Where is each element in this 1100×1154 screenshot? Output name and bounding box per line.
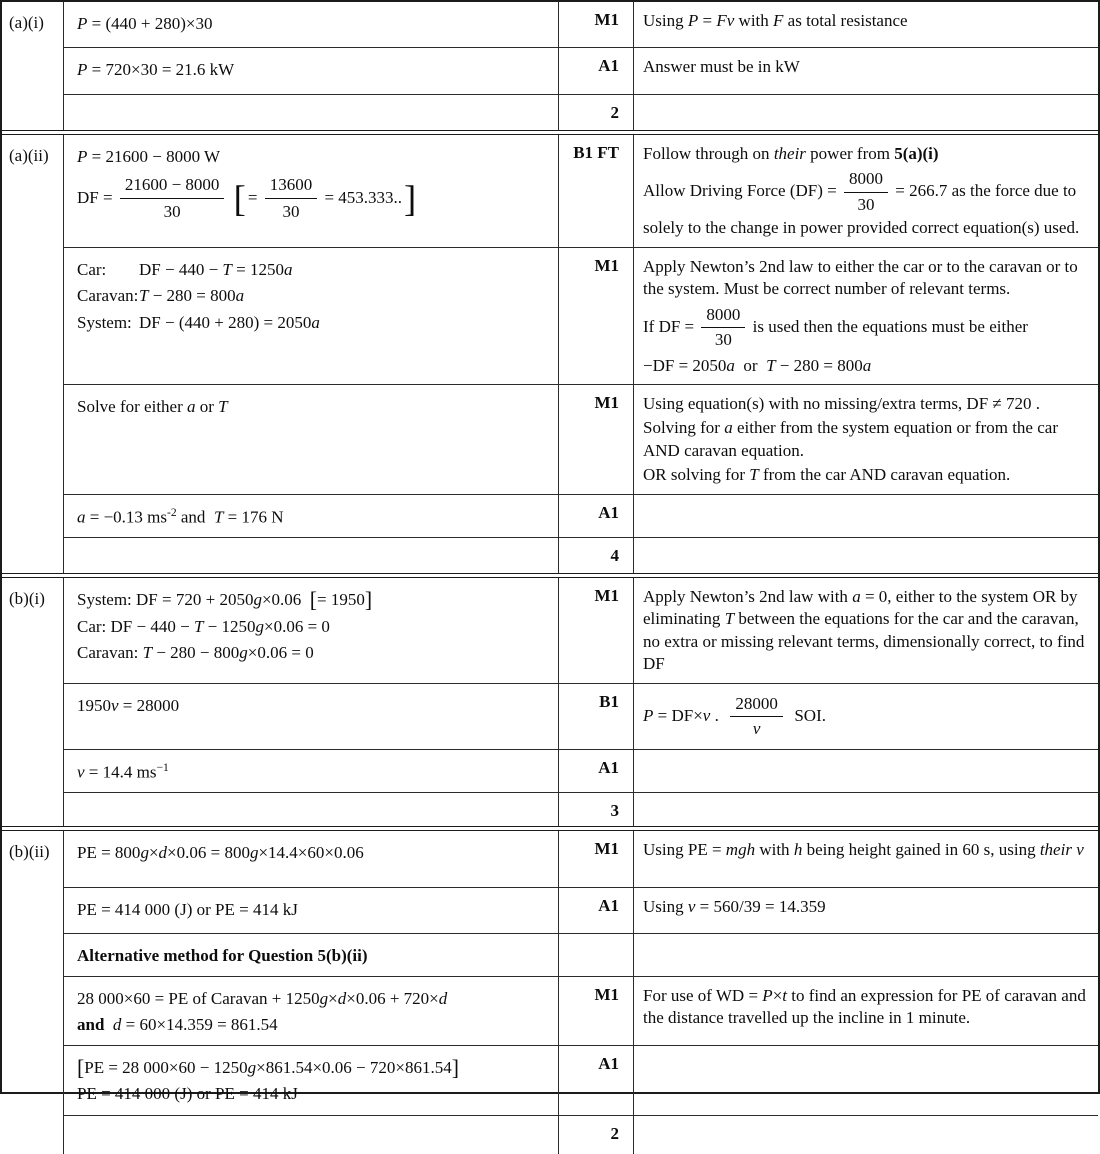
- table-row: [64, 684, 1098, 750]
- mark-cell: 2: [558, 1116, 634, 1154]
- table-row: [64, 934, 1098, 977]
- mark-cell: M1: [558, 578, 634, 683]
- working-line: Alternative method for Question 5(b)(ii): [77, 945, 368, 965]
- table-row: [64, 977, 1098, 1046]
- mark-scheme-section: [2, 578, 1098, 826]
- working-line: System: DF = 720 + 2050g×0.06 [= 1950]: [77, 587, 373, 612]
- table-row: [64, 135, 1098, 248]
- table-row: [64, 1046, 1098, 1116]
- table-row: [64, 248, 1098, 385]
- table-row: [64, 1116, 1098, 1154]
- working-cell: [64, 95, 558, 130]
- working-line: a = −0.13 $ms^{-2}$ and T = 176 N: [77, 505, 284, 527]
- comment-line: Using P = Fv with F as total resistance: [643, 11, 908, 30]
- mark-scheme-section: [2, 2, 1098, 130]
- working-line: v = 14.4 $ms^{-1}$: [77, 760, 169, 782]
- working-cell: [64, 888, 558, 933]
- working-cell: [64, 750, 558, 792]
- comment-cell: [634, 1046, 1098, 1115]
- working-line: P = 21600 − 8000 W: [77, 147, 221, 166]
- working-line: Caravan: T − 280 − 800g×0.06 = 0: [77, 643, 314, 663]
- table-row: [64, 385, 1098, 495]
- mark-cell: M1: [558, 831, 634, 887]
- table-row: [64, 831, 1098, 888]
- comment-line: If DF = $\frac{8000}{30}$ is used then the equations must be either: [643, 304, 1028, 350]
- working-cell: [64, 1046, 558, 1115]
- comment-cell: [634, 495, 1098, 537]
- table-row: [64, 95, 1098, 130]
- mark-cell: A1: [558, 1046, 634, 1115]
- working-line: Caravan:T − 280 = 800a: [77, 286, 245, 306]
- mark-cell: M1: [558, 248, 634, 384]
- mark-cell: B1 FT: [558, 135, 634, 247]
- comment-line: OR solving for T from the car AND caravan equation.: [643, 465, 1011, 485]
- section-rows: [64, 831, 1098, 1154]
- working-line: Car: DF − 440 − T − 1250g×0.06 = 0: [77, 616, 330, 636]
- comment-line: For use of WD = P×t to find an expression for PE of caravan and the distance travelled up the incline in 1 minute.: [643, 985, 1086, 1027]
- comment-line: P = DF×v . $\frac{28000}{v}$ SOI.: [643, 693, 826, 739]
- table-row: [64, 888, 1098, 934]
- comment-cell: [634, 977, 1098, 1045]
- working-line: DF = $\frac{21600 - 8000}{30}$ [ = $\frac{13600}{30}$ = 453.333..]: [77, 174, 417, 222]
- mark-cell: A1: [558, 48, 634, 94]
- working-line: PE = 414 000 (J) or PE = 414 kJ: [77, 899, 298, 919]
- question-part-label: (b)(i): [9, 588, 45, 608]
- mark-cell: A1: [558, 750, 634, 792]
- comment-cell: [634, 2, 1098, 47]
- working-cell: [64, 934, 558, 976]
- section-rows: [64, 2, 1098, 130]
- working-line: PE = 414 000 (J) or PE = 414 kJ: [77, 1084, 298, 1104]
- comment-line: −DF = 2050a or T − 280 = 800a: [643, 355, 872, 375]
- mark-cell: B1: [558, 684, 634, 749]
- mark-scheme-section: [2, 135, 1098, 573]
- working-cell: [64, 495, 558, 537]
- table-row: [64, 578, 1098, 684]
- mark-cell: 3: [558, 793, 634, 826]
- question-part-cell: [2, 831, 64, 1154]
- working-line: 1950v = 28000: [77, 695, 180, 715]
- comment-cell: [634, 135, 1098, 247]
- mark-cell: 2: [558, 95, 634, 130]
- mark-cell: [558, 934, 634, 976]
- question-part-label: (a)(ii): [9, 146, 49, 165]
- mark-cell: M1: [558, 385, 634, 494]
- table-row: [64, 495, 1098, 538]
- question-part-cell: [2, 135, 64, 573]
- comment-cell: [634, 578, 1098, 683]
- working-line: P = (440 + 280)×30: [77, 14, 213, 33]
- table-row: [64, 750, 1098, 793]
- table-row: [64, 48, 1098, 95]
- comment-cell: [634, 831, 1098, 887]
- question-part-label: (a)(i): [9, 13, 44, 32]
- working-cell: [64, 831, 558, 887]
- working-cell: [64, 48, 558, 94]
- comment-cell: [634, 888, 1098, 933]
- table-row: [64, 538, 1098, 573]
- working-cell: [64, 684, 558, 749]
- mark-cell: M1: [558, 2, 634, 47]
- comment-cell: [634, 48, 1098, 94]
- working-cell: [64, 977, 558, 1045]
- comment-line: Apply Newton’s 2nd law to either the car or to the caravan or to the system. Must be correct number of relevant terms.: [643, 256, 1078, 299]
- working-line: 28 000×60 = PE of Caravan + 1250g×d×0.06 + 720×d: [77, 988, 448, 1008]
- mark-cell: M1: [558, 977, 634, 1045]
- working-line: and d = 60×14.359 = 861.54: [77, 1015, 278, 1035]
- working-cell: [64, 538, 558, 573]
- section-rows: [64, 135, 1098, 573]
- working-line: [PE = 28 000×60 − 1250g×861.54×0.06 − 720×861.54]: [77, 1055, 459, 1080]
- table-row: [64, 2, 1098, 48]
- comment-line: Using v = 560/39 = 14.359: [643, 896, 826, 916]
- comment-cell: [634, 248, 1098, 384]
- comment-line: Solving for a either from the system equation or from the car AND caravan equation.: [643, 418, 1058, 460]
- working-cell: [64, 793, 558, 826]
- comment-cell: [634, 385, 1098, 494]
- table-row: [64, 793, 1098, 826]
- working-cell: [64, 1116, 558, 1154]
- working-cell: [64, 248, 558, 384]
- comment-cell: [634, 538, 1098, 573]
- comment-line: Answer must be in kW: [643, 57, 800, 76]
- comment-cell: [634, 684, 1098, 749]
- mark-cell: A1: [558, 888, 634, 933]
- question-part-cell: [2, 578, 64, 826]
- comment-cell: [634, 95, 1098, 130]
- comment-cell: [634, 1116, 1098, 1154]
- question-part-label: (b)(ii): [9, 841, 50, 861]
- comment-cell: [634, 793, 1098, 826]
- comment-line: Apply Newton’s 2nd law with a = 0, either to the system OR by eliminating T between the equations for the car and the caravan, no extra or missing relevant terms, dimensionally correct, to find DF: [643, 586, 1085, 674]
- working-cell: [64, 385, 558, 494]
- working-line: System: DF − (440 + 280) = 2050a: [77, 313, 320, 333]
- working-line: P = 720×30 = 21.6 kW: [77, 60, 235, 79]
- mark-cell: 4: [558, 538, 634, 573]
- working-line: PE = 800g×d×0.06 = 800g×14.4×60×0.06: [77, 842, 364, 862]
- working-line: Car: DF − 440 − T = 1250a: [77, 259, 293, 279]
- comment-line: Allow Driving Force (DF) = $\frac{8000}{30}$ = 266.7 as the force due to solely to the change in power provided correct equation(s) used.: [643, 169, 1080, 238]
- question-part-cell: [2, 2, 64, 130]
- mark-scheme-section: [2, 831, 1098, 1154]
- working-line: Solve for either a or T: [77, 396, 228, 416]
- comment-line: Using equation(s) with no missing/extra terms, DF ≠ 720 .: [643, 393, 1040, 413]
- mark-cell: A1: [558, 495, 634, 537]
- comment-line: Using PE = mgh with h being height gained in 60 s, using their v: [643, 839, 1084, 859]
- working-cell: [64, 578, 558, 683]
- working-cell: [64, 2, 558, 47]
- section-rows: [64, 578, 1098, 826]
- comment-cell: [634, 934, 1098, 976]
- working-cell: [64, 135, 558, 247]
- comment-line: Follow through on their power from 5(a)(i): [643, 144, 939, 163]
- comment-cell: [634, 750, 1098, 792]
